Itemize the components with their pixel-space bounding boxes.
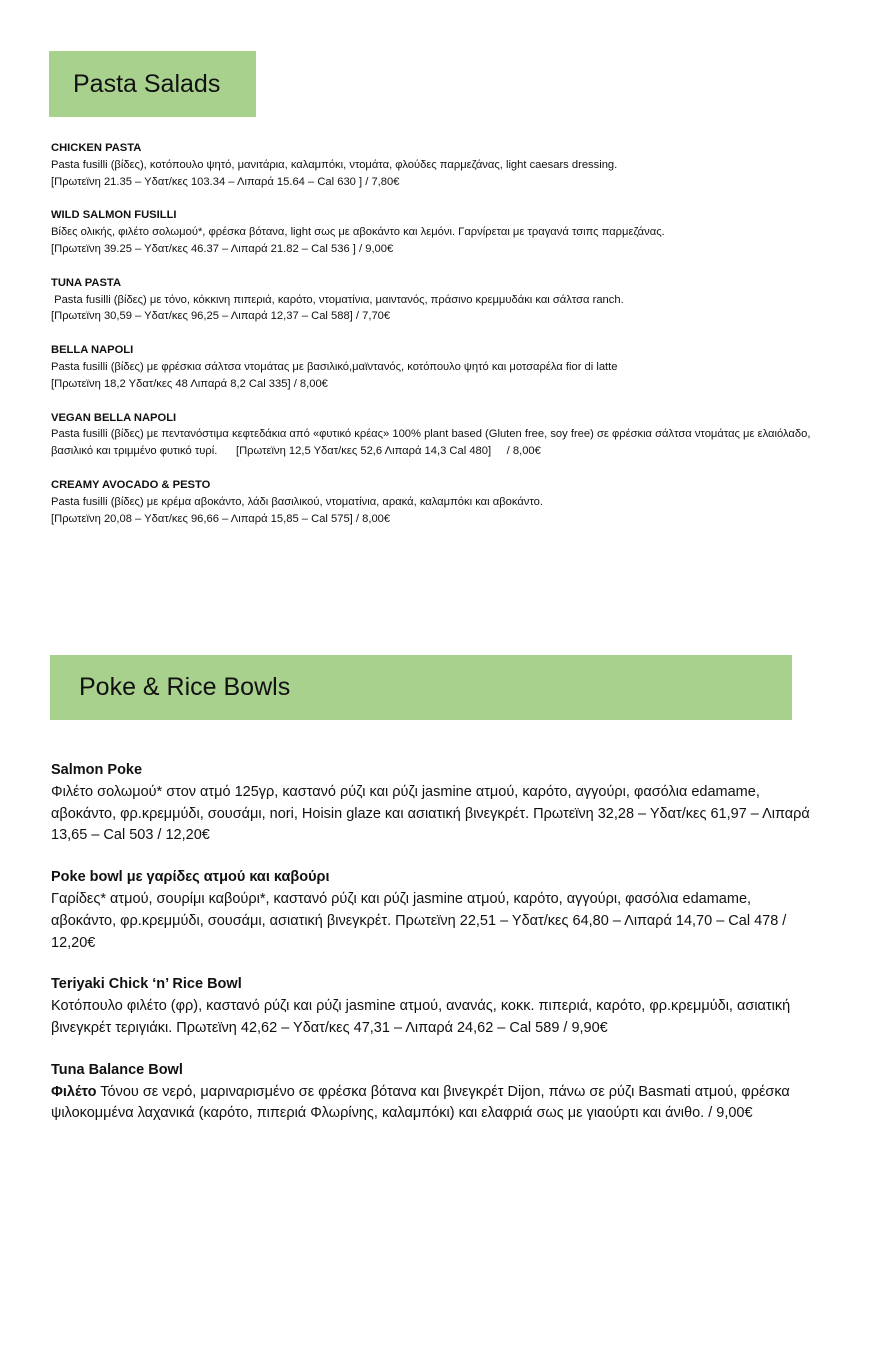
item-name: BELLA NAPOLI [51,344,134,357]
poke-bowls-list [51,760,811,1145]
item-name: Teriyaki Chick ‘n’ Rice Bowl [51,976,242,993]
item-description: Φιλέτο σολωμού* στον ατμό 125γρ, καστανό ρύζι και ρύζι jasmine ατμού, καρότο, αγγούρι, φασόλια edamame, αβοκάντο, φρ.κρεμμύδι, σουσάμι, nori, Hoisin glaze και ασιατική βινεγκρέτ. Πρωτεϊνη 32,28 – Υδατ/κες 61,97 – Λιπαρά 13,65 – Cal 503 / 12,20€ [51,783,810,844]
item-description: Βίδες ολικής, φιλέτο σολωμού*, φρέσκα βότανα, light σως με αβοκάντο και λεμόνι. Γαρνίρεται με τραγανά τσιπς παρμεζάνας. [51,226,665,239]
item-nutrition-price: [Πρωτεϊνη 21.35 – Υδατ/κες 103.34 – Λιπαρά 15.64 – Cal 630 ] / 7,80€ [51,175,400,188]
item-name: Poke bowl με γαρίδες ατμού και καβούρι [51,869,330,886]
menu-item-creamy-avocado-pesto [51,477,851,527]
item-description-bold: Φιλέτο [51,1083,97,1100]
item-description: Γαρίδες* ατμού, σουρίμι καβούρι*, καστανό ρύζι και ρύζι jasmine ατμού, καρότο, αγγούρι, φασόλια edamame, αβοκάντο, φρ.κρεμμύδι, σουσάμι, ασιατική βινεγκρέτ. Πρωτεϊνη 22,51 – Υδατ/κες 64,80 – Λιπαρά 14,70 – Cal 478 / 12,20€ [51,890,787,951]
pasta-salads-header [49,51,256,117]
item-description: Pasta fusilli (βίδες) με φρέσκια σάλτσα ντομάτας με βασιλικό,μαϊντανός, κοτόπουλο ψητό και μοτσαρέλα fior di latte [51,360,618,373]
item-description: Τόνου σε νερό, μαριναρισμένο σε φρέσκα βότανα και βινεγκρέτ Dijon, πάνω σε ρύζι Basmati ατμού, φρέσκα ψιλοκομμένα λαχανικά (καρότο, πιπεριά Φλωρίνης, καλαμπόκι) και ελαφριά σως με γιαούρτι και άνιθο. / 9,00€ [51,1083,790,1122]
item-description: Κοτόπουλο φιλέτο (φρ), καστανό ρύζι και ρύζι jasmine ατμού, ανανάς, κοκκ. πιπεριά, καρότο, φρ.κρεμμύδι, ασιατική βινεγκρέτ τεριγιάκι. Πρωτεϊνη 42,62 – Υδατ/κες 47,31 – Λιπαρά 24,62 – Cal 589 / 9,90€ [51,998,791,1036]
item-name: TUNA PASTA [51,276,122,289]
item-nutrition-price: [Πρωτεϊνη 12,5 Υδατ/κες 52,6 Λιπαρά 14,3 Cal 480] / 8,00€ [235,445,541,458]
menu-item-tuna-balance-bowl [51,1060,811,1125]
poke-bowls-header [50,655,792,720]
pasta-salads-title: Pasta Salads [73,69,221,98]
item-nutrition-price: [Πρωτεϊνη 20,08 – Υδατ/κες 96,66 – Λιπαρά 15,85 – Cal 575] / 8,00€ [51,512,391,525]
item-description: Pasta fusilli (βίδες) με πεντανόστιμα κεφτεδάκια από «φυτικό κρέας» 100% plant based (Gluten free, soy free) σε φρέσκια σάλτσα ντομάτας με ελαιόλαδο, βασιλικό και τριμμένο φυτικό τυρί. [51,428,814,458]
menu-item-teriyaki-chick-rice-bowl [51,974,811,1039]
menu-item-tuna-pasta [51,275,851,325]
pasta-salads-list [51,140,851,544]
item-nutrition-price: [Πρωτεϊνη 18,2 Υδατ/κες 48 Λιπαρά 8,2 Cal 335] / 8,00€ [51,377,328,390]
item-nutrition-price: [Πρωτεϊνη 39.25 – Υδατ/κες 46.37 – Λιπαρά 21.82 – Cal 536 ] / 9,00€ [51,242,394,255]
poke-bowls-title: Poke & Rice Bowls [79,673,291,701]
menu-item-salmon-poke [51,760,811,847]
item-name: CHICKEN PASTA [51,142,142,154]
item-name: WILD SALMON FUSILLI [51,209,177,222]
item-name: Tuna Balance Bowl [51,1061,183,1078]
item-description: Pasta fusilli (βίδες) με τόνο, κόκκινη πιπεριά, καρότο, ντοματίνια, μαιντανός, πράσινο κρεμμυδάκι και σάλτσα ranch. [51,293,624,306]
item-name: Salmon Poke [51,762,143,778]
item-description: Pasta fusilli (βίδες) με κρέμα αβοκάντο, λάδι βασιλικού, ντοματίνια, αρακά, καλαμπόκι και αβοκάντο. [51,495,543,508]
item-nutrition-price: [Πρωτεϊνη 30,59 – Υδατ/κες 96,25 – Λιπαρά 12,37 – Cal 588] / 7,70€ [51,310,391,323]
item-name: VEGAN BELLA NAPOLI [51,411,177,424]
menu-item-wild-salmon-fusilli [51,207,851,257]
menu-item-chicken-pasta [51,140,851,190]
menu-item-bella-napoli [51,342,851,392]
menu-item-shrimp-crab-poke [51,867,811,954]
menu-item-vegan-bella-napoli [51,410,851,460]
item-name: CREAMY AVOCADO & PESTO [51,478,211,491]
item-description: Pasta fusilli (βίδες), κοτόπουλο ψητό, μανιτάρια, καλαμπόκι, ντομάτα, φλούδες παρμεζάνας, light caesars dressing. [51,158,618,171]
